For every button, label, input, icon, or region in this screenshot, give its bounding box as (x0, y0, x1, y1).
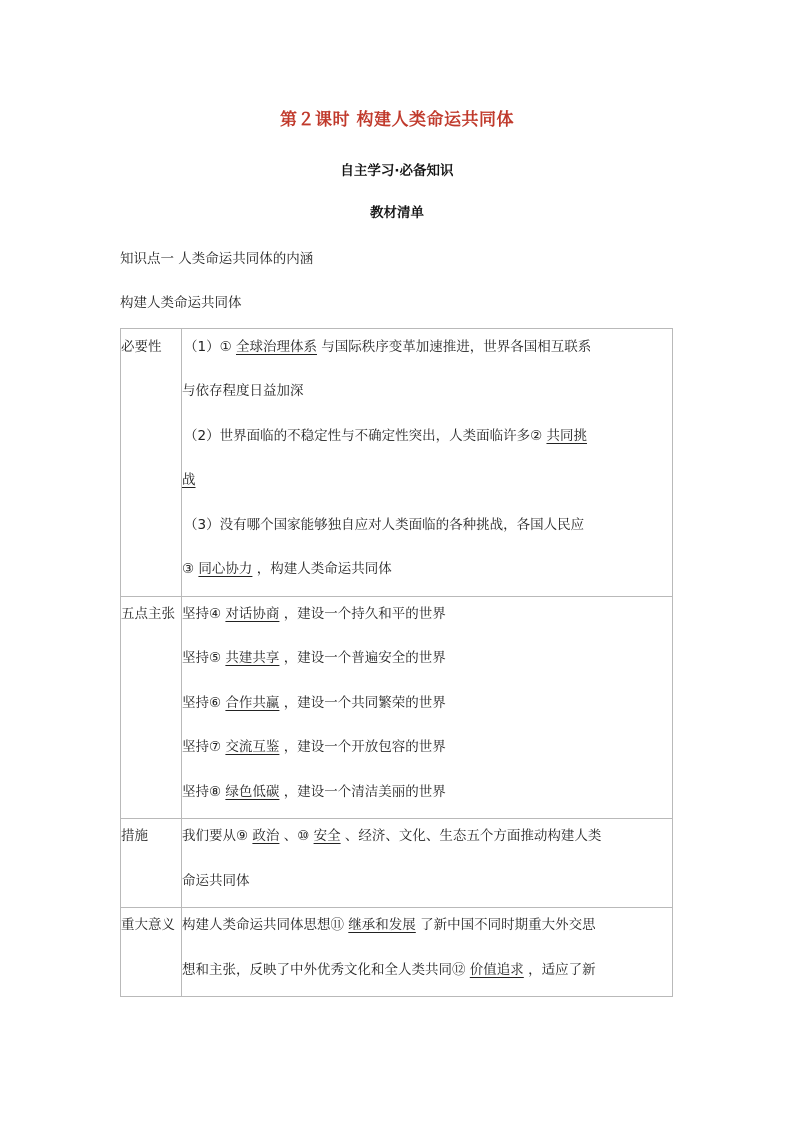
knowledge-point-heading: 知识点一 人类命运共同体的内涵 (120, 251, 314, 267)
row-label-five-points: 五点主张 (121, 606, 175, 622)
necessity-line-6: ③ 同心协力 ，构建人类命运共同体 (182, 561, 392, 577)
row-divider (121, 907, 672, 908)
five-points-item: 坚持④ 对话协商 ，建设一个持久和平的世界 (182, 606, 446, 622)
answer-blank-11: 继承和发展 (348, 917, 416, 933)
five-points-item: 坚持⑦ 交流互鉴 ，建设一个开放包容的世界 (182, 739, 446, 755)
lesson-title: 第２课时 构建人类命运共同体 (280, 110, 514, 130)
row-label-significance: 重大意义 (121, 917, 175, 933)
row-divider (121, 596, 672, 597)
row-divider (121, 818, 672, 819)
subsection-heading: 教材清单 (370, 205, 424, 221)
necessity-line-4 (182, 471, 196, 489)
row-label-measures: 措施 (121, 828, 148, 844)
answer-blank-9: 政治 (252, 828, 280, 844)
answer-blank-5: 共建共享 (225, 650, 280, 666)
answer-blank-8: 绿色低碳 (225, 784, 280, 800)
necessity-line-5: （3）没有哪个国家能够独自应对人类面临的各种挑战，各国人民应 (184, 517, 585, 533)
answer-blank-3: 同心协力 (198, 561, 253, 577)
answer-blank-12: 价值追求 (469, 962, 524, 978)
knowledge-table-grid (120, 328, 673, 997)
five-points-item: 坚持⑤ 共建共享 ，建设一个普遍安全的世界 (182, 650, 446, 666)
answer-blank-7: 交流互鉴 (225, 739, 280, 755)
measures-line-2: 命运共同体 (182, 873, 250, 889)
five-points-item: 坚持⑧ 绿色低碳 ，建设一个清洁美丽的世界 (182, 784, 446, 800)
significance-line-1: 构建人类命运共同体思想⑪ 继承和发展 了新中国不同时期重大外交思 (182, 917, 596, 933)
necessity-line-2: 与依存程度日益加深 (182, 383, 304, 399)
row-label-necessity: 必要性 (121, 339, 162, 355)
answer-blank-6: 合作共赢 (225, 695, 280, 711)
answer-blank-10: 安全 (313, 828, 341, 844)
topic-heading: 构建人类命运共同体 (120, 295, 242, 311)
necessity-line-1: （1）① 全球治理体系 与国际秩序变革加速推进，世界各国相互联系 (184, 339, 592, 355)
necessity-line-3: （2）世界面临的不稳定性与不确定性突出，人类面临许多② 共同挑 (184, 428, 587, 444)
significance-line-2: 想和主张，反映了中外优秀文化和全人类共同⑫ 价值追求 ，适应了新 (182, 962, 596, 978)
answer-blank-2-cont: 战 (182, 472, 196, 488)
answer-blank-1: 全球治理体系 (235, 339, 317, 355)
answer-blank-4: 对话协商 (225, 606, 280, 622)
five-points-item: 坚持⑥ 合作共赢 ，建设一个共同繁荣的世界 (182, 695, 446, 711)
answer-blank-2: 共同挑 (546, 428, 587, 444)
section-heading: 自主学习·必备知识 (340, 163, 454, 179)
measures-line-1: 我们要从⑨ 政治 、⑩ 安全 、经济、文化、生态五个方面推动构建人类 (182, 828, 602, 844)
